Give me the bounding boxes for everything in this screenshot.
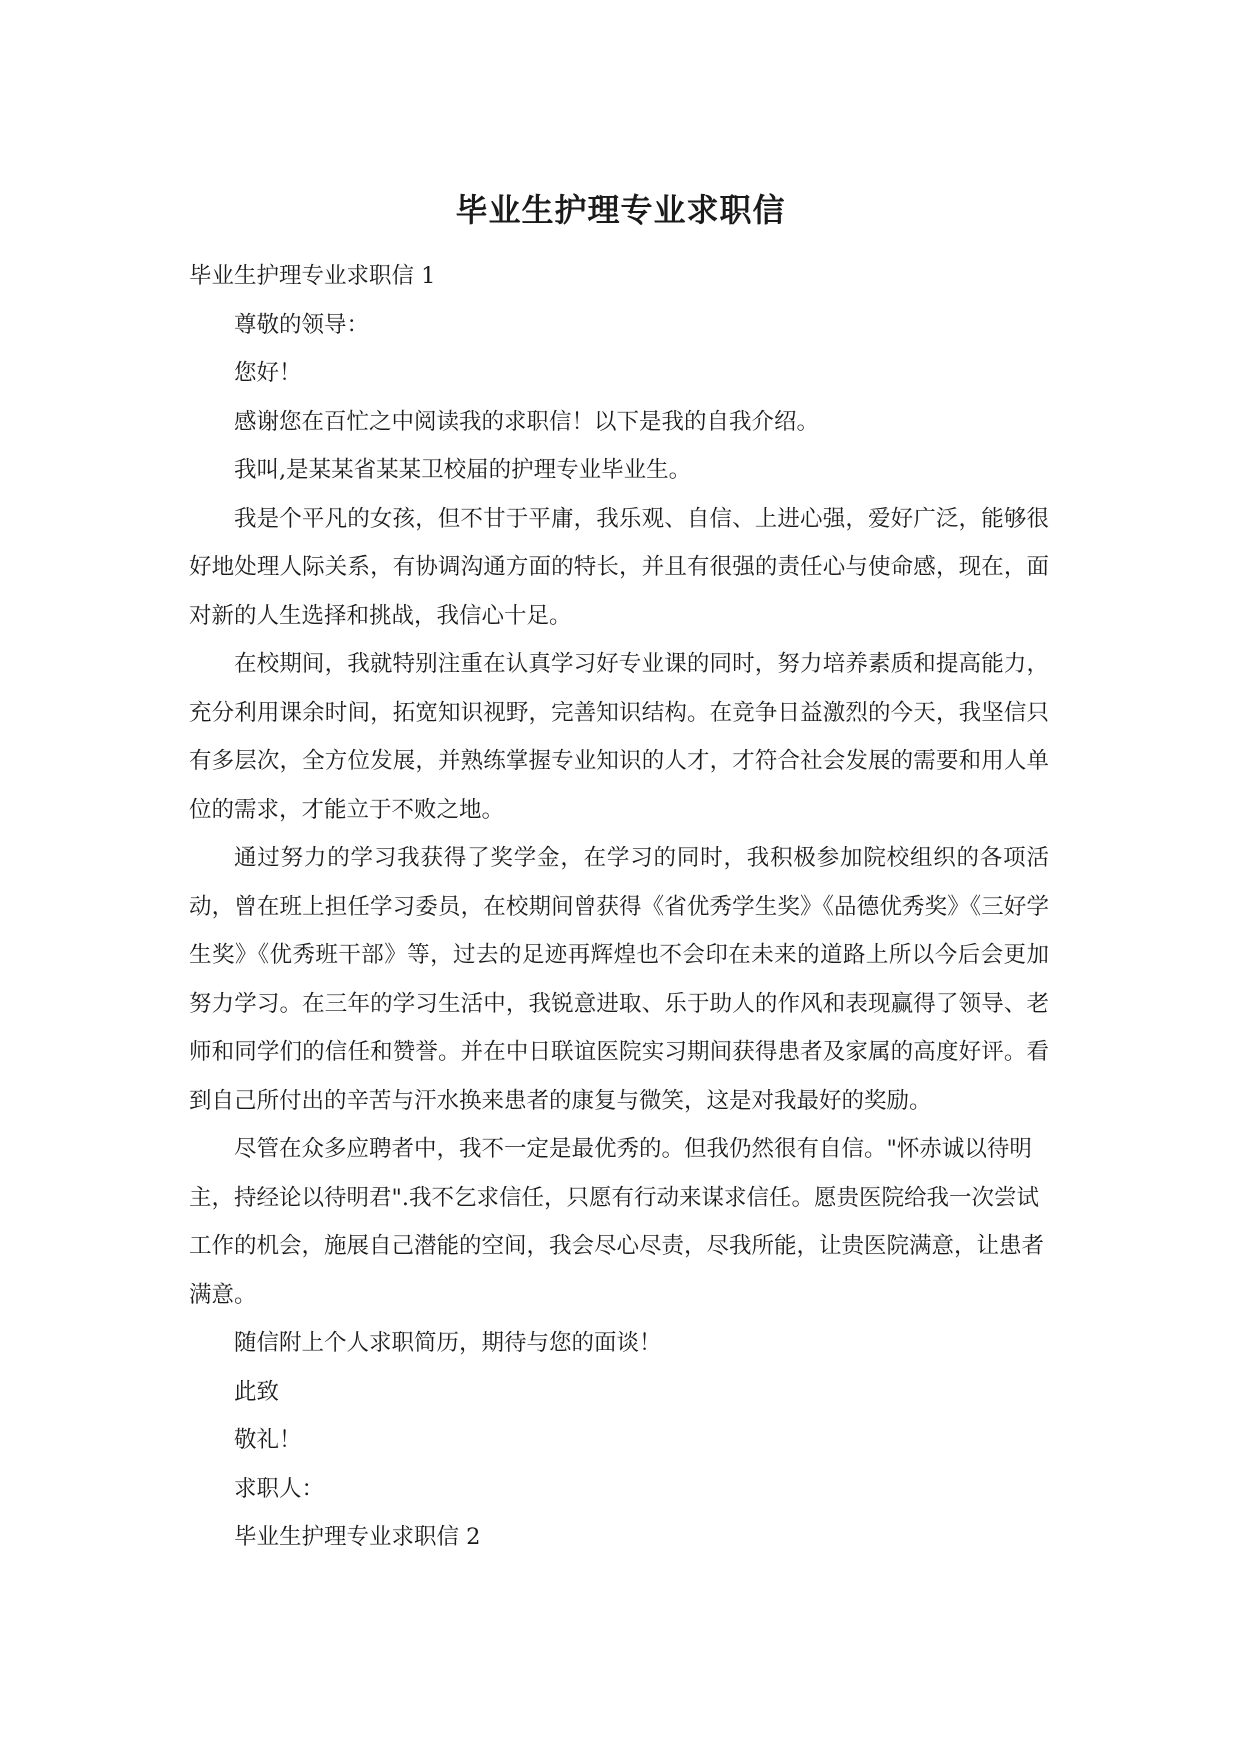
- greeting: 您好！: [234, 360, 302, 386]
- section-heading-1: 毕业生护理专业求职信 1: [189, 263, 436, 289]
- paragraph-attachment: 随信附上个人求职简历，期待与您的面谈！: [234, 1330, 662, 1356]
- applicant-label: 求职人：: [234, 1475, 325, 1502]
- letter-body: [189, 252, 1049, 1562]
- paragraph-thanks: 感谢您在百忙之中阅读我的求职信！以下是我的自我介绍。: [234, 408, 820, 435]
- paragraph-intro: 我叫,是某某省某某卫校届的护理专业毕业生。: [234, 457, 692, 483]
- document-title: 毕业生护理专业求职信: [455, 191, 786, 229]
- closing-jingli: 敬礼！: [234, 1427, 302, 1453]
- closing-cizhi: 此致: [234, 1378, 280, 1405]
- section-heading-2: 毕业生护理专业求职信 2: [234, 1524, 481, 1550]
- paragraph-confidence: 尽管在众多应聘者中，我不一定是最优秀的。但我仍然很有自信。"怀赤诚以待明主，持经论以待明君".我不乞求信任，只愿有行动来谋求信任。愿贵医院给我一次尝试工作的机会，施展自己潜能的空间，我会尽心尽责，尽我所能，让贵医院满意，让患者满意。: [189, 1136, 1045, 1308]
- paragraph-study: 在校期间，我就特别注重在认真学习好专业课的同时，努力培养素质和提高能力，充分利用课余时间，拓宽知识视野，完善知识结构。在竞争日益激烈的今天，我坚信只有多层次，全方位发展，并熟练掌握专业知识的人才，才符合社会发展的需要和用人单位的需求，才能立于不败之地。: [189, 651, 1049, 823]
- paragraph-achievements: 通过努力的学习我获得了奖学金，在学习的同时，我积极参加院校组织的各项活动，曾在班上担任学习委员，在校期间曾获得《省优秀学生奖》《品德优秀奖》《三好学生奖》《优秀班干部》等，过去的足迹再辉煌也不会印在未来的道路上所以今后会更加努力学习。在三年的学习生活中，我锐意进取、乐于助人的作风和表现赢得了领导、老师和同学们的信任和赞誉。并在中日联谊医院实习期间获得患者及家属的高度好评。看到自己所付出的辛苦与汗水换来患者的康复与微笑，这是对我最好的奖励。: [189, 845, 1049, 1114]
- salutation: 尊敬的领导：: [234, 311, 370, 338]
- paragraph-personality: 我是个平凡的女孩，但不甘于平庸，我乐观、自信、上进心强，爱好广泛，能够很好地处理人际关系，有协调沟通方面的特长，并且有很强的责任心与使命感，现在，面对新的人生选择和挑战，我信心十足。: [189, 505, 1049, 629]
